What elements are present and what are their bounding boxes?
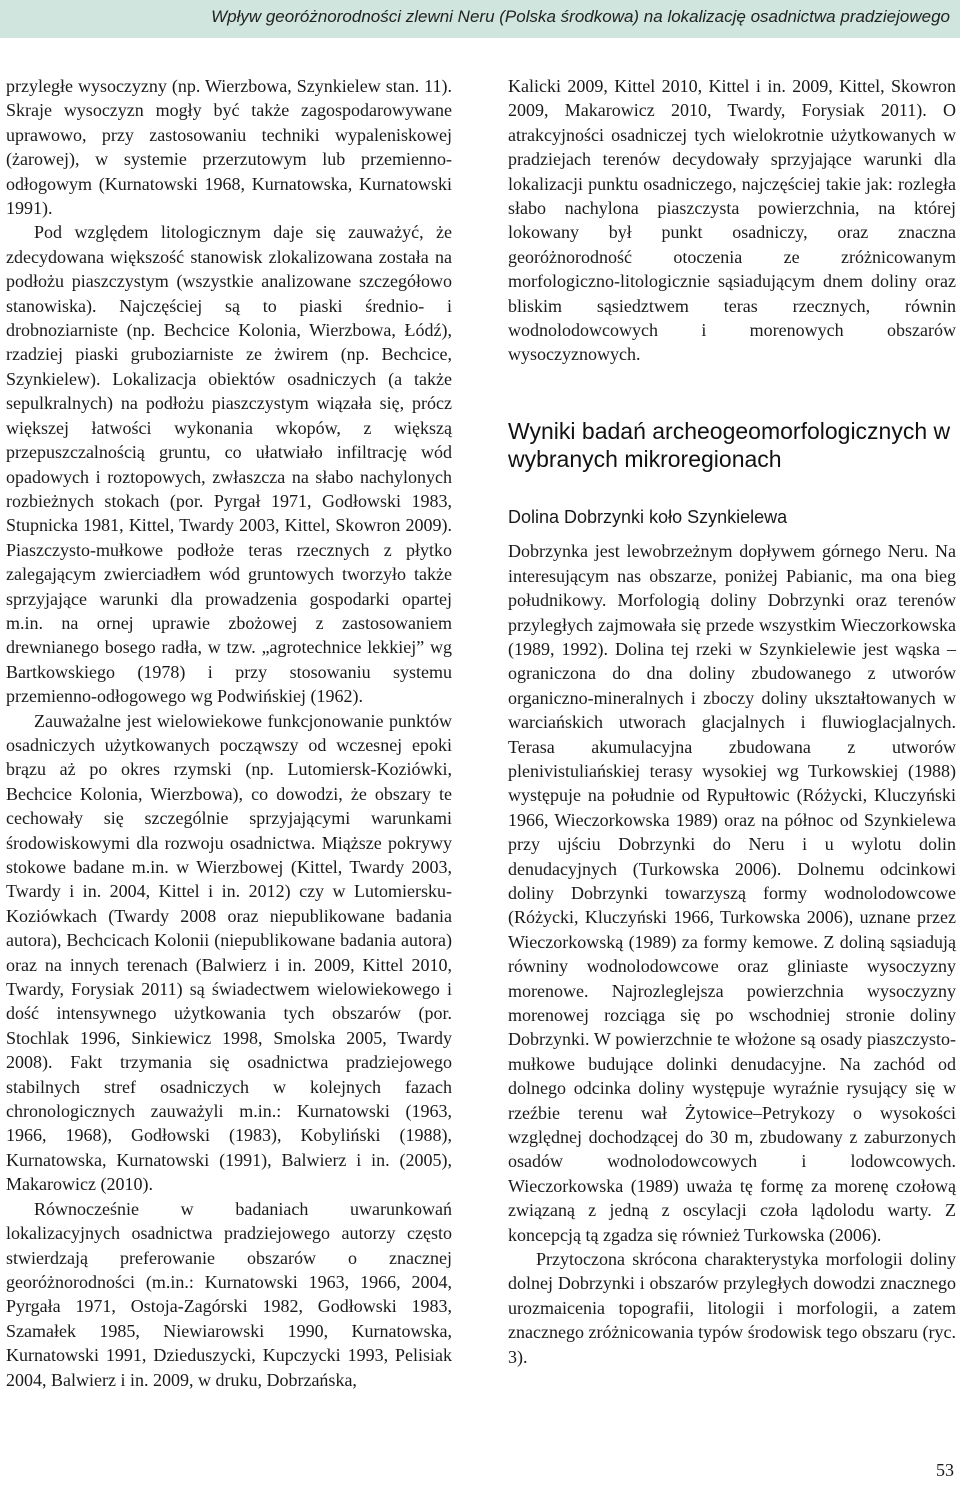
paragraph: przyległe wysoczyzny (np. Wierzbowa, Szynkielew stan. 11). Skraje wysoczyzn mogły być także zagospodarowywane uprawowo, przy zastosowaniu techniki wypaleniskowej (żarowej), w systemie przerzutowym lub przemienno-odłogowym (Kurnatowski 1968, Kurnatowska, Kurnatowski 1991). — [6, 76, 452, 219]
right-column — [508, 74, 956, 1369]
paragraph: Kalicki 2009, Kittel 2010, Kittel i in. 2009, Kittel, Skowron 2009, Makarowicz 2010, Twardy, Forysiak 2011). O atrakcyjności osadniczej tych wielokrotnie użytkowanych w pradziejach terenów decydowały sprzyjające warunki dla lokalizacji punktu osadniczego, najczęściej takie jak: rozległa słabo nachylona piaszczysta powierzchnia, na której lokowany był punkt osadniczy, oraz znaczna georóżnorodność otoczenia ze zróżnicowanym morfologiczno-litologicznie sąsiadującym dnem doliny oraz bliskim sąsiedztwem teras rzecznych, równin wodnolodowcowych i morenowych obszarów wysoczyznowych. — [508, 76, 956, 365]
paragraph: Pod względem litologicznym daje się zauważyć, że zdecydowana większość stanowisk zlokalizowana została na podłożu piaszczystym (wszystkie analizowane szczegółowo stanowiska). Najczęściej są to piaski średnio- i drobnoziarniste (np. Bechcice Kolonia, Wierzbowa, Łódź), rzadziej piaski gruboziarniste ze żwirem (np. Bechcice, Szynkielew). Lokalizacja obiektów osadniczych (a także sepulkralnych) na podłożu piaszczystym wiązała się, prócz większej łatwości wykonania wkopów, z większą przepuszczalnością gruntu, co ułatwiało infiltrację wód opadowych i roztopowych, zwłaszcza na słabo nachylonych rozbieżnych stokach (por. Pyrgał 1971, Godłowski 1983, Stupnicka 1981, Kittel, Twardy 2003, Kittel, Skowron 2009). Piaszczysto-mułkowe podłoże teras rzecznych z płytko zalegającym zwierciadłem wód gruntowych tworzyło także sprzyjające warunki dla prowadzenia gospodarki opartej m.in. na ornej uprawie zbożowej z zastosowaniem drewnianego bosego radła, w tzw. „agrotechnice lekkiej” wg Bartkowskiego (1978) i przy stosowaniu systemu przemienno-odłogowego wg Podwińskiej (1962). — [6, 222, 452, 707]
paragraph: Zauważalne jest wielowiekowe funkcjonowanie punktów osadniczych użytkowanych począwszy od wczesnej epoki brązu aż po okres rzymski (np. Lutomiersk-Koziówki, Bechcice Kolonia, Wierzbowa), co dowodzi, że obszary te cechowały się szczególnie sprzyjającymi warunkami środowiskowymi dla rozwoju osadnictwa. Miąższe pokrywy stokowe badane m.in. w Wierzbowej (Kittel, Twardy 2003, Twardy i in. 2004, Kittel i in. 2012) czy w Lutomiersku-Koziówkach (Twardy 2008 oraz niepublikowane badania autora), Bechcicach Kolonii (niepublikowane badania autora) oraz na innych terenach (Balwierz i in. 2009, Kittel 2010, Twardy, Forysiak 2011) są świadectwem wielowiekowego i dość intensywnego użytkowania tych obszarów (por. Stochlak 1996, Sinkiewicz 1998, Smolska 2005, Twardy 2008). Fakt trzymania się osadnictwa pradziejowego stabilnych stref osadniczych w kolejnych fazach chronologicznych zauważyli m.in.: Kurnatowski (1963, 1966, 1968), Godłowski (1983), Kobyliński (1988), Kurnatowska, Kurnatowski (1991), Balwierz i in. (2005), Makarowicz (2010). — [6, 710, 452, 1195]
subsection-heading: Dolina Dobrzynki koło Szynkielewa — [508, 506, 788, 527]
paragraph: Dobrzynka jest lewobrzeżnym dopływem górnego Neru. Na interesującym nas obszarze, poniżej Pabianic, ma ona bieg południkowy. Morfologią doliny Dobrzynki oraz terenów przyległych zajmowała się przede wszystkim Wieczorkowska (1989, 1992). Dolina tej rzeki w Szynkielewie jest wąska – ograniczona do dna doliny zbudowanego z utworów organiczno-mineralnych i zboczy doliny ukształtowanych w warciańskich utworach glacjalnych i fluwioglacjalnych. Terasa akumulacyjna zbudowana z utworów plenivistuliańskiej terasy wysokiej wg Turkowskiej (1988) występuje na południe od Rypułtowic (Różycki, Kluczyński 1966, Wieczorkowska 1989) oraz na północ od Szynkielewa przy ujściu Dobrzynki do Neru i u wylotu dolin denudacyjnych (Turkowska 2006). Dolnemu odcinkowi doliny Dobrzynki towarzyszą formy wodnolodowcowe (Różycki, Kluczyński 1966, Turkowska 2006), uznane przez Wieczorkowską (1989) za formy kemowe. Z doliną sąsiadują równiny wodnolodowcowe oraz gliniaste wysoczyzny morenowe. Najrozleglejsza powierzchnia wysoczyzny morenowej rozciąga się po wschodniej stronie doliny Dobrzynki. W powierzchnie te włożone są osady piaszczysto-mułkowe budujące dolinki denudacyjne. Na zachód od dolnego odcinka doliny występuje wyraźnie rysujący się w rzeźbie terenu wał Żytowice–Petrykozy o wysokości względnej dochodzącej do 30 m, zbudowany z zaburzonych osadów wodnolodowcowych i lodowcowych. Wieczorkowska (1989) uważa tę formę za morenę czołową związaną z jedną z oscylacji czoła lądolodu warty. Z koncepcją tą zgadza się również Turkowska (2006). — [508, 541, 956, 1245]
left-column — [6, 74, 452, 1392]
running-title: Wpływ georóżnorodności zlewni Neru (Polska środkowa) na lokalizację osadnictwa pradziejowego — [211, 7, 950, 26]
paragraph: Przytoczona skrócona charakterystyka morfologii doliny dolnej Dobrzynki i obszarów przyległych dowodzi znacznego urozmaicenia topografii, litologii i morfologii, a zatem znacznego zróżnicowania typów środowisk tego obszaru (ryc. 3). — [508, 1249, 956, 1367]
page-number: 53 — [936, 1460, 954, 1480]
running-header — [0, 0, 960, 38]
section-heading: Wyniki badań archeogeomorfologicznych w wybranych mikroregionach — [508, 417, 951, 472]
paragraph: Równocześnie w badaniach uwarunkowań lokalizacyjnych osadnictwa pradziejowego autorzy często stwierdzają preferowanie obszarów o znacznej georóżnorodności (m.in.: Kurnatowski 1963, 1966, 2004, Pyrgała 1971, Ostoja-Zagórski 1982, Godłowski 1983, Szamałek 1985, Niewiarowski 1990, Kurnatowska, Kurnatowski 1991, Dzieduszycki, Kupczycki 1993, Pelisiak 2004, Balwierz i in. 2009, w druku, Dobrzańska, — [6, 1198, 452, 1390]
